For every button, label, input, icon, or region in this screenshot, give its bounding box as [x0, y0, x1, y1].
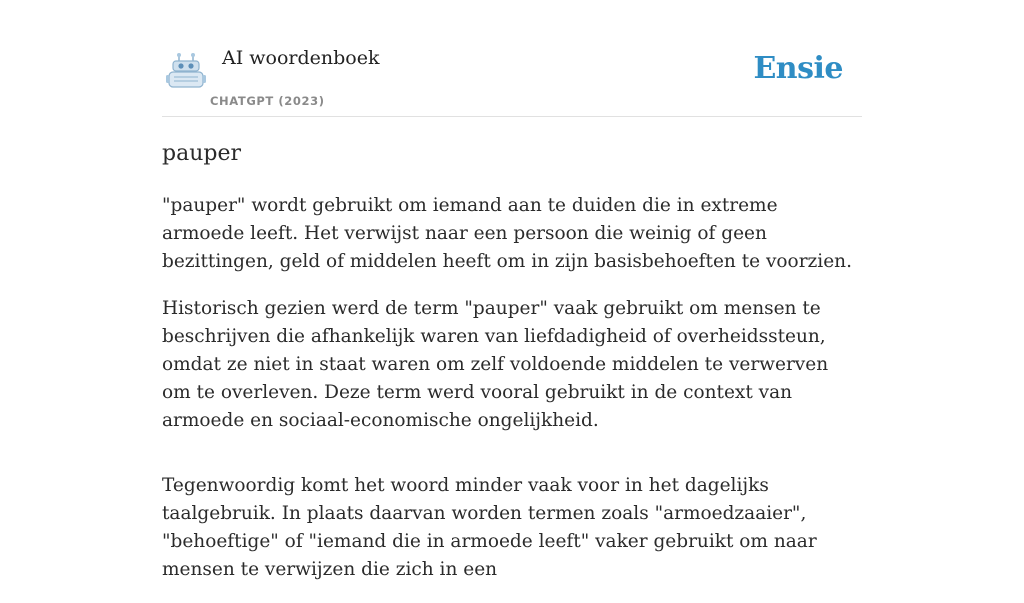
definition-paragraph: Tegenwoordig komt het woord minder vaak voor in het dagelijks taalgebruik. In plaats daarvan worden termen zoals "armoedzaaier", "behoeftige" of "iemand die in armoede leeft" vaker gebruikt om naar mensen te verwijzen die zich in een: [162, 475, 817, 580]
source-title[interactable]: AI woordenboek: [222, 47, 380, 69]
definition-paragraph: Historisch gezien werd de term "pauper" vaak gebruikt om mensen te beschrijven die afhankelijk waren van liefdadigheid of overheidssteun, omdat ze niet in staat waren om zelf voldoende middelen te verwerven om te overleven. Deze term werd vooral gebruikt in de context van armoede en sociaal-economische ongelijkheid.: [162, 298, 829, 431]
entry-term: pauper: [162, 141, 241, 166]
entry-definition: [162, 192, 862, 603]
ensie-logo-link[interactable]: Ensie: [753, 51, 843, 86]
definition-paragraph: "pauper" wordt gebruikt om iemand aan te duiden die in extreme armoede leeft. Het verwijst naar een persoon die weinig of geen bezittingen, geld of middelen heeft om in zijn basisbehoeften te voorzien.: [162, 195, 852, 272]
robot-icon[interactable]: [166, 52, 206, 90]
source-meta: CHATGPT (2023): [210, 94, 325, 108]
source-header: [162, 0, 862, 117]
